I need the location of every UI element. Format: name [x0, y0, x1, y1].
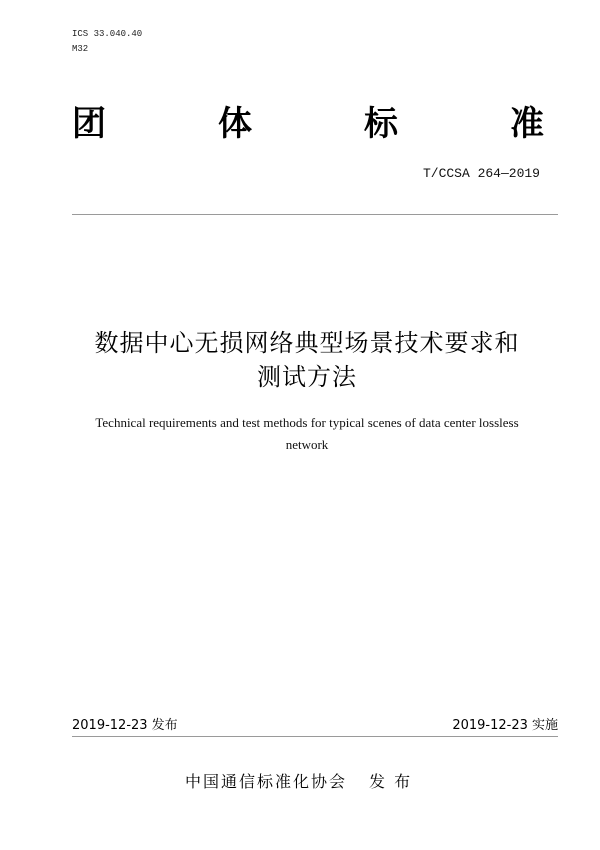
english-title-line-2: network — [285, 437, 329, 452]
chinese-title-line-1: 数据中心无损网络典型场景技术要求和 — [94, 329, 520, 357]
banner-char: 准 — [510, 104, 544, 144]
banner-char: 团 — [72, 104, 106, 144]
publisher-line — [185, 772, 412, 792]
ccs-code: M32 — [72, 44, 89, 54]
ics-code: ICS 33.040.40 — [72, 29, 143, 39]
top-divider — [72, 214, 558, 215]
banner-char: 标 — [364, 104, 398, 144]
banner-char: 体 — [218, 104, 252, 144]
publisher-name: 中国通信标准化协会 — [185, 772, 348, 791]
publisher-action: 发 布 — [369, 772, 413, 791]
english-title — [0, 412, 600, 456]
standard-type-banner — [72, 104, 544, 144]
implementation-date: 2019-12-23 实施 — [452, 718, 558, 733]
bottom-divider — [72, 736, 558, 737]
standard-number: T/CCSA 264—2019 — [422, 166, 540, 181]
english-title-line-1: Technical requirements and test methods for typical scenes of data center lossless — [95, 415, 519, 430]
chinese-title — [0, 326, 600, 394]
issue-date: 2019-12-23 发布 — [72, 718, 178, 733]
chinese-title-line-2: 测试方法 — [257, 363, 357, 391]
